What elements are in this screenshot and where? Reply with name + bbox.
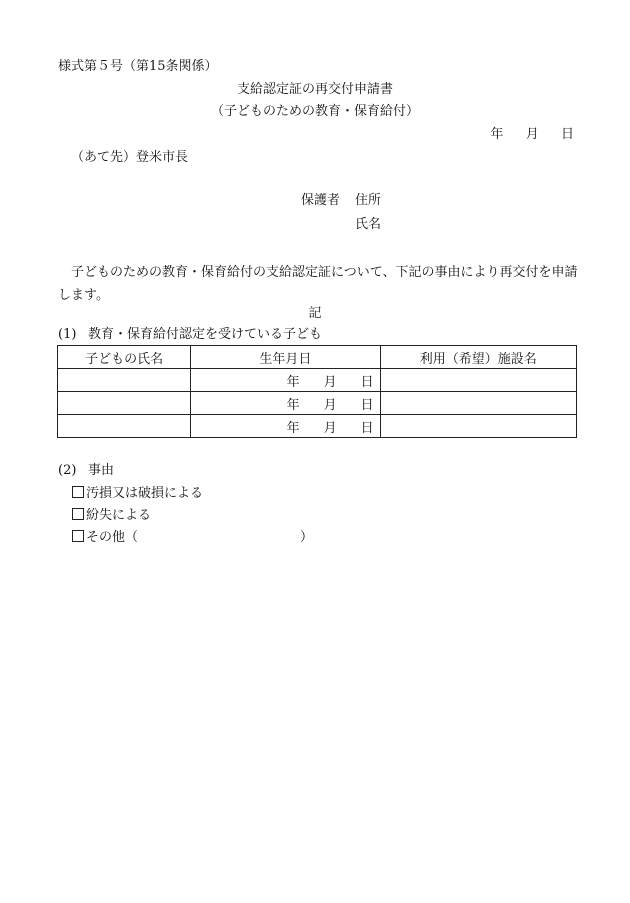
reason-option-damaged[interactable] xyxy=(72,486,203,502)
dob-day-label: 日 xyxy=(360,374,374,390)
date-year-label: 年 xyxy=(490,127,504,142)
document-title: 支給認定証の再交付申請書 xyxy=(236,82,393,97)
dob-year-label: 年 xyxy=(286,397,300,413)
dob-month-label: 月 xyxy=(323,374,337,390)
children-table xyxy=(57,345,577,438)
table-row xyxy=(58,392,577,415)
dob-year-label: 年 xyxy=(286,374,300,390)
form-number: 様式第５号（第15条関係） xyxy=(58,59,218,74)
date-of-birth-cell[interactable] xyxy=(191,392,380,415)
column-header-date-of-birth: 生年月日 xyxy=(191,346,380,369)
application-statement: 子どものための教育・保育給付の支給認定証について、下記の事由により再交付を申請します。 xyxy=(58,265,578,303)
name-label: 氏名 xyxy=(355,217,382,232)
dob-month-label: 月 xyxy=(323,420,337,436)
guardian-address-line xyxy=(301,193,381,209)
reason-option-lost[interactable] xyxy=(72,508,151,524)
table-header-row xyxy=(58,346,577,369)
document-subtitle: （子どものための教育・保育給付） xyxy=(210,104,419,119)
date-of-birth-cell[interactable] xyxy=(191,369,380,392)
checkbox[interactable] xyxy=(72,486,84,498)
date-of-birth-cell[interactable] xyxy=(191,415,380,438)
dob-day-label: 日 xyxy=(360,420,374,436)
address-label: 住所 xyxy=(355,193,382,208)
facility-cell[interactable] xyxy=(380,392,576,415)
child-name-cell[interactable] xyxy=(58,369,191,392)
facility-cell[interactable] xyxy=(380,415,576,438)
table-row xyxy=(58,415,577,438)
child-name-cell[interactable] xyxy=(58,392,191,415)
option-closing-paren: ） xyxy=(300,530,314,545)
option-label: 汚損又は破損による xyxy=(86,486,204,501)
child-name-cell[interactable] xyxy=(58,415,191,438)
date-line xyxy=(490,127,574,143)
section-2-heading xyxy=(58,463,114,479)
section-1-number: (1) xyxy=(58,327,77,342)
column-header-child-name: 子どもの氏名 xyxy=(58,346,191,369)
column-header-facility: 利用（希望）施設名 xyxy=(380,346,576,369)
option-label: その他（ xyxy=(86,530,139,545)
reason-option-other[interactable] xyxy=(72,530,313,546)
section-1-heading xyxy=(58,327,322,343)
guardian-name-line xyxy=(355,217,381,233)
section-2-title: 事由 xyxy=(88,463,115,478)
dob-day-label: 日 xyxy=(360,397,374,413)
dob-year-label: 年 xyxy=(286,420,300,436)
ki-heading: 記 xyxy=(308,306,322,321)
option-label: 紛失による xyxy=(86,508,152,523)
dob-month-label: 月 xyxy=(323,397,337,413)
section-1-title: 教育・保育給付認定を受けている子ども xyxy=(88,327,323,342)
date-month-label: 月 xyxy=(525,127,539,142)
checkbox[interactable] xyxy=(72,530,84,542)
addressee: （あて先）登米市長 xyxy=(71,150,189,165)
table-row xyxy=(58,369,577,392)
date-day-label: 日 xyxy=(560,127,574,142)
section-2-number: (2) xyxy=(58,463,77,478)
guardian-label: 保護者 xyxy=(301,193,341,208)
facility-cell[interactable] xyxy=(380,369,576,392)
checkbox[interactable] xyxy=(72,508,84,520)
